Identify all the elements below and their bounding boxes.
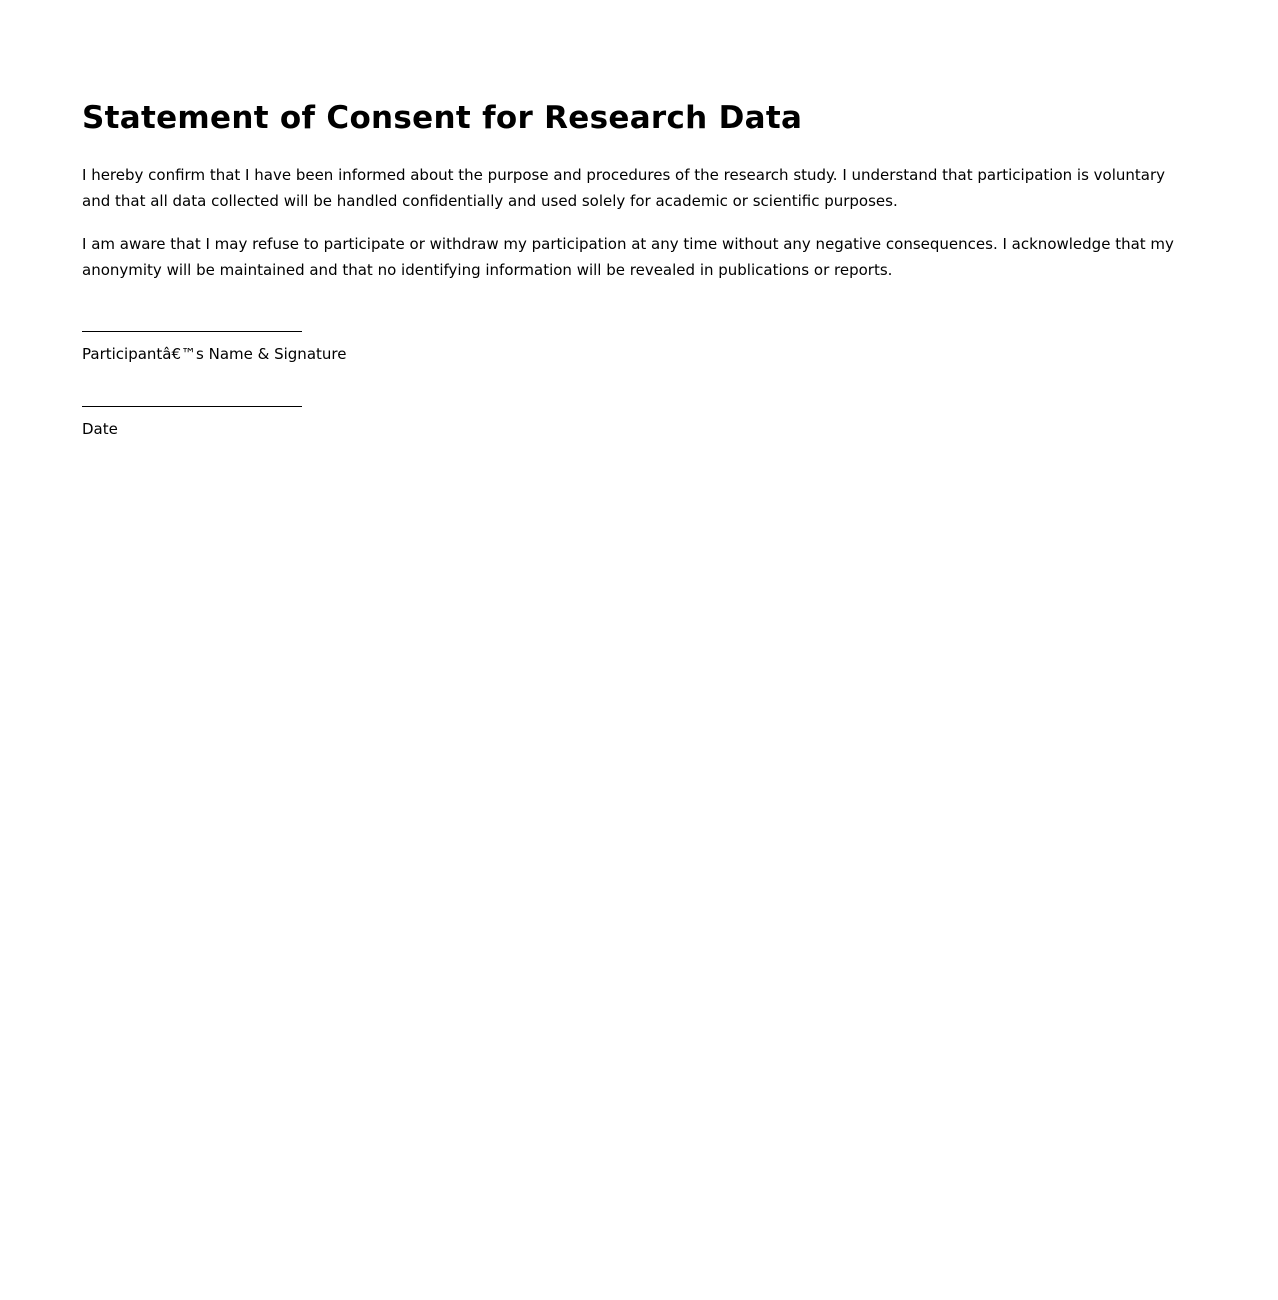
paragraph-withdrawal: I am aware that I may refuse to participate or withdraw my participation at any time without any negative consequences. I acknowledge that my anonymity will be maintained and that no identifying information will be revealed in publications or reports. [82, 235, 1174, 279]
signature-label: Participantâ€™s Name & Signature [82, 345, 347, 363]
date-field [82, 406, 1196, 439]
date-label: Date [82, 420, 118, 438]
signature-line [82, 331, 302, 332]
page-title: Statement of Consent for Research Data [82, 100, 803, 136]
paragraph-purpose: I hereby confirm that I have been informed about the purpose and procedures of the research study. I understand that participation is voluntary and that all data collected will be handled confidentially and used solely for academic or scientific purposes. [82, 166, 1166, 210]
consent-document [0, 0, 1278, 439]
signature-field [82, 331, 1196, 364]
date-line [82, 406, 302, 407]
